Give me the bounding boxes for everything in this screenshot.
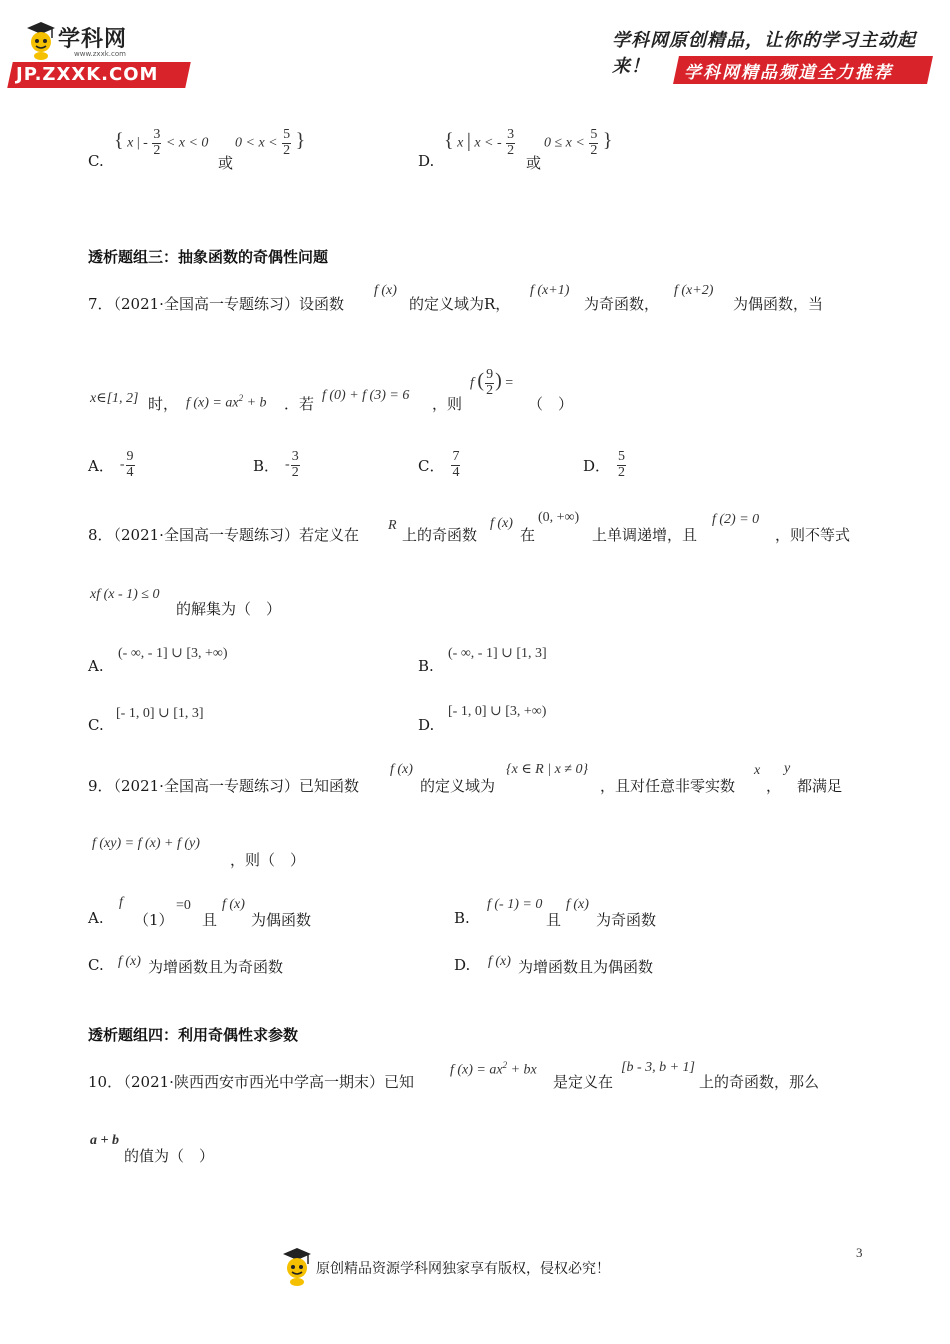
q8-fx: f (x) bbox=[490, 516, 513, 531]
q10-text-1: 是定义在 bbox=[553, 1073, 614, 1091]
q10-source: （2021·陕西西安市西光中学高一期末）已知 bbox=[116, 1073, 414, 1091]
q7-option-d bbox=[583, 450, 627, 480]
q8-number: 8． bbox=[88, 526, 113, 544]
site-logo[interactable] bbox=[10, 20, 190, 88]
q8-text-4: ，则不等式 bbox=[775, 526, 851, 544]
q6-option-d-label: D. bbox=[418, 152, 435, 170]
q7-l2-text-2: ．若 bbox=[284, 395, 315, 413]
q9-option-b-fx: f (x) bbox=[566, 897, 589, 912]
q9-comma: ， bbox=[766, 777, 782, 795]
q7-answer-paren: （ ） bbox=[528, 395, 574, 413]
section-3-title: 透析题组三：抽象函数的奇偶性问题 bbox=[88, 248, 329, 266]
q7-source: （2021·全国高一专题练习）设函数 bbox=[106, 295, 344, 313]
q8-option-d-label: D. bbox=[418, 716, 435, 734]
q8-option-c: [- 1, 0] ∪ [1, 3] bbox=[116, 706, 204, 721]
q8-R: R bbox=[388, 518, 397, 533]
q8-text-1: 上的奇函数 bbox=[402, 526, 478, 544]
q9-option-c-fx: f (x) bbox=[118, 954, 141, 969]
q10-number: 10． bbox=[88, 1073, 123, 1091]
q7-number: 7． bbox=[88, 295, 113, 313]
mascot-icon bbox=[280, 1246, 314, 1286]
q7-l2-text-3: ，则 bbox=[432, 395, 463, 413]
q10-text-3: 的值为（ ） bbox=[124, 1147, 215, 1165]
q9-text-2: ，且对任意非零实数 bbox=[600, 777, 736, 795]
q9-y: y bbox=[784, 761, 791, 776]
q7-option-sign: - bbox=[285, 457, 290, 473]
q7-text-2: 为奇函数， bbox=[584, 295, 660, 313]
q7-option-label: D． bbox=[583, 456, 611, 475]
q8-option-b-label: B. bbox=[418, 657, 434, 675]
q6-option-c-math: { x | - $\frac{3}{2}$ < x < 0 bbox=[114, 127, 209, 158]
q8-text-2: 在 bbox=[520, 526, 536, 544]
q6-option-c-math2: 0 < x < $\frac{5}{2}$ } bbox=[235, 127, 306, 158]
q9-option-b-label: B. bbox=[454, 909, 470, 927]
q8-option-a-label: A. bbox=[88, 657, 104, 675]
q8-f2: f (2) = 0 bbox=[712, 512, 760, 527]
q9-functional-equation: f (xy) = f (x) + f (y) bbox=[92, 836, 200, 851]
q7-function-def: f $(x) = ax^2 + b$ bbox=[186, 393, 267, 411]
q9-option-b-and: 且 bbox=[546, 911, 562, 929]
q7-f1: f (x) bbox=[374, 283, 397, 298]
q9-option-b-text: 为奇函数 bbox=[596, 911, 657, 929]
q6-option-d-or: 或 bbox=[526, 154, 542, 172]
q9-option-a-fx: f (x) bbox=[222, 897, 245, 912]
q7-option-fraction: $\frac{3}{2}$ bbox=[291, 449, 299, 480]
q9-option-b-f: f (- 1) = 0 bbox=[487, 897, 543, 912]
q8-option-a: (- ∞, - 1] ∪ [3, +∞) bbox=[118, 646, 228, 661]
q9-number: 9． bbox=[88, 777, 113, 795]
q8-option-d: [- 1, 0] ∪ [3, +∞) bbox=[448, 704, 547, 719]
q9-option-a-label: A. bbox=[88, 909, 104, 927]
q7-condition: x∈[1, 2] bbox=[90, 391, 139, 406]
logo-small-url: www.zxxk.com bbox=[74, 50, 126, 58]
q8-option-c-label: C. bbox=[88, 716, 104, 734]
q7-l2-text-1: 时， bbox=[148, 395, 179, 413]
q8-text-5: 的解集为（ ） bbox=[176, 600, 282, 618]
q7-f-nine-halves: f ( $\frac{9}{2}$ ) = bbox=[470, 367, 514, 398]
q8-option-b: (- ∞, - 1] ∪ [1, 3] bbox=[448, 646, 547, 661]
q6-option-c-label: C. bbox=[88, 152, 104, 170]
q7-option-label: B． bbox=[253, 456, 280, 475]
logo-url: JP.ZXXK.COM bbox=[16, 64, 159, 85]
q8-text-3: 上单调递增，且 bbox=[592, 526, 698, 544]
q7-option-fraction: $\frac{5}{2}$ bbox=[618, 449, 626, 480]
q9-option-a-f: f bbox=[119, 895, 123, 910]
q7-option-a bbox=[88, 450, 136, 480]
q7-option-c bbox=[418, 450, 461, 480]
q8-source: （2021·全国高一专题练习）若定义在 bbox=[106, 526, 359, 544]
q7-text-1: 的定义域为R， bbox=[409, 295, 511, 313]
q8-interval: (0, +∞) bbox=[538, 510, 580, 525]
q9-text-4: ，则（ ） bbox=[230, 851, 306, 869]
q7-f2: f (x+1) bbox=[530, 283, 570, 298]
q9-option-d-label: D. bbox=[454, 956, 471, 974]
section-4-title: 透析题组四：利用奇偶性求参数 bbox=[88, 1026, 299, 1044]
q7-option-b bbox=[253, 450, 301, 480]
q9-x: x bbox=[754, 763, 761, 778]
q10-text-2: 上的奇函数，那么 bbox=[699, 1073, 820, 1091]
q9-text-3: 都满足 bbox=[797, 777, 843, 795]
q9-option-c-text: 为增函数且为奇函数 bbox=[148, 958, 284, 976]
q8-inequality: xf (x - 1) ≤ 0 bbox=[90, 587, 160, 602]
q9-option-d-fx: f (x) bbox=[488, 954, 511, 969]
q7-option-label: A． bbox=[88, 456, 114, 475]
q7-option-label: C． bbox=[418, 456, 445, 475]
q10-function: f $(x) = ax^2$ + bx bbox=[450, 1060, 537, 1078]
header-banner: 学科网精品频道全力推荐 bbox=[684, 63, 893, 83]
q6-option-d-math: { x | x < - $\frac{3}{2}$ bbox=[444, 127, 515, 158]
page-number: 3 bbox=[856, 1245, 863, 1260]
q7-option-fraction: $\frac{7}{4}$ bbox=[452, 449, 460, 480]
q9-option-a-eq: =0 bbox=[176, 898, 191, 913]
q9-option-c-label: C. bbox=[88, 956, 104, 974]
logo-name: 学科网 bbox=[58, 27, 128, 52]
q10-interval: [b - 3, b + 1] bbox=[621, 1060, 696, 1075]
footer-copyright: 原创精品资源学科网独家享有版权，侵权必究！ bbox=[316, 1261, 610, 1277]
q7-option-fraction: $\frac{9}{4}$ bbox=[126, 449, 134, 480]
q9-option-a-text: 为偶函数 bbox=[251, 911, 312, 929]
q9-text-1: 的定义域为 bbox=[420, 777, 496, 795]
q7-text-3: 为偶函数，当 bbox=[733, 295, 824, 313]
q7-f3: f (x+2) bbox=[674, 283, 714, 298]
q7-sum-condition: f (0) + f (3) = 6 bbox=[322, 388, 410, 403]
q6-option-c-or: 或 bbox=[218, 154, 234, 172]
q6-option-d-math2: 0 ≤ x < $\frac{5}{2}$ } bbox=[544, 127, 613, 158]
mascot-icon bbox=[24, 20, 58, 60]
q9-domain: {x ∈ R | x ≠ 0} bbox=[506, 762, 589, 777]
q9-option-a-and: 且 bbox=[202, 911, 218, 929]
q9-option-a-arg: （1） bbox=[134, 911, 174, 929]
q7-option-sign: - bbox=[119, 457, 125, 473]
q9-fx: f (x) bbox=[390, 762, 413, 777]
header-slogan: 学科网原创精品，让你的学习主动起来！ bbox=[612, 30, 916, 77]
q10-a-plus-b: a + b bbox=[90, 1133, 119, 1148]
q9-option-d-text: 为增函数且为偶函数 bbox=[518, 958, 654, 976]
q9-source: （2021·全国高一专题练习）已知函数 bbox=[106, 777, 359, 795]
